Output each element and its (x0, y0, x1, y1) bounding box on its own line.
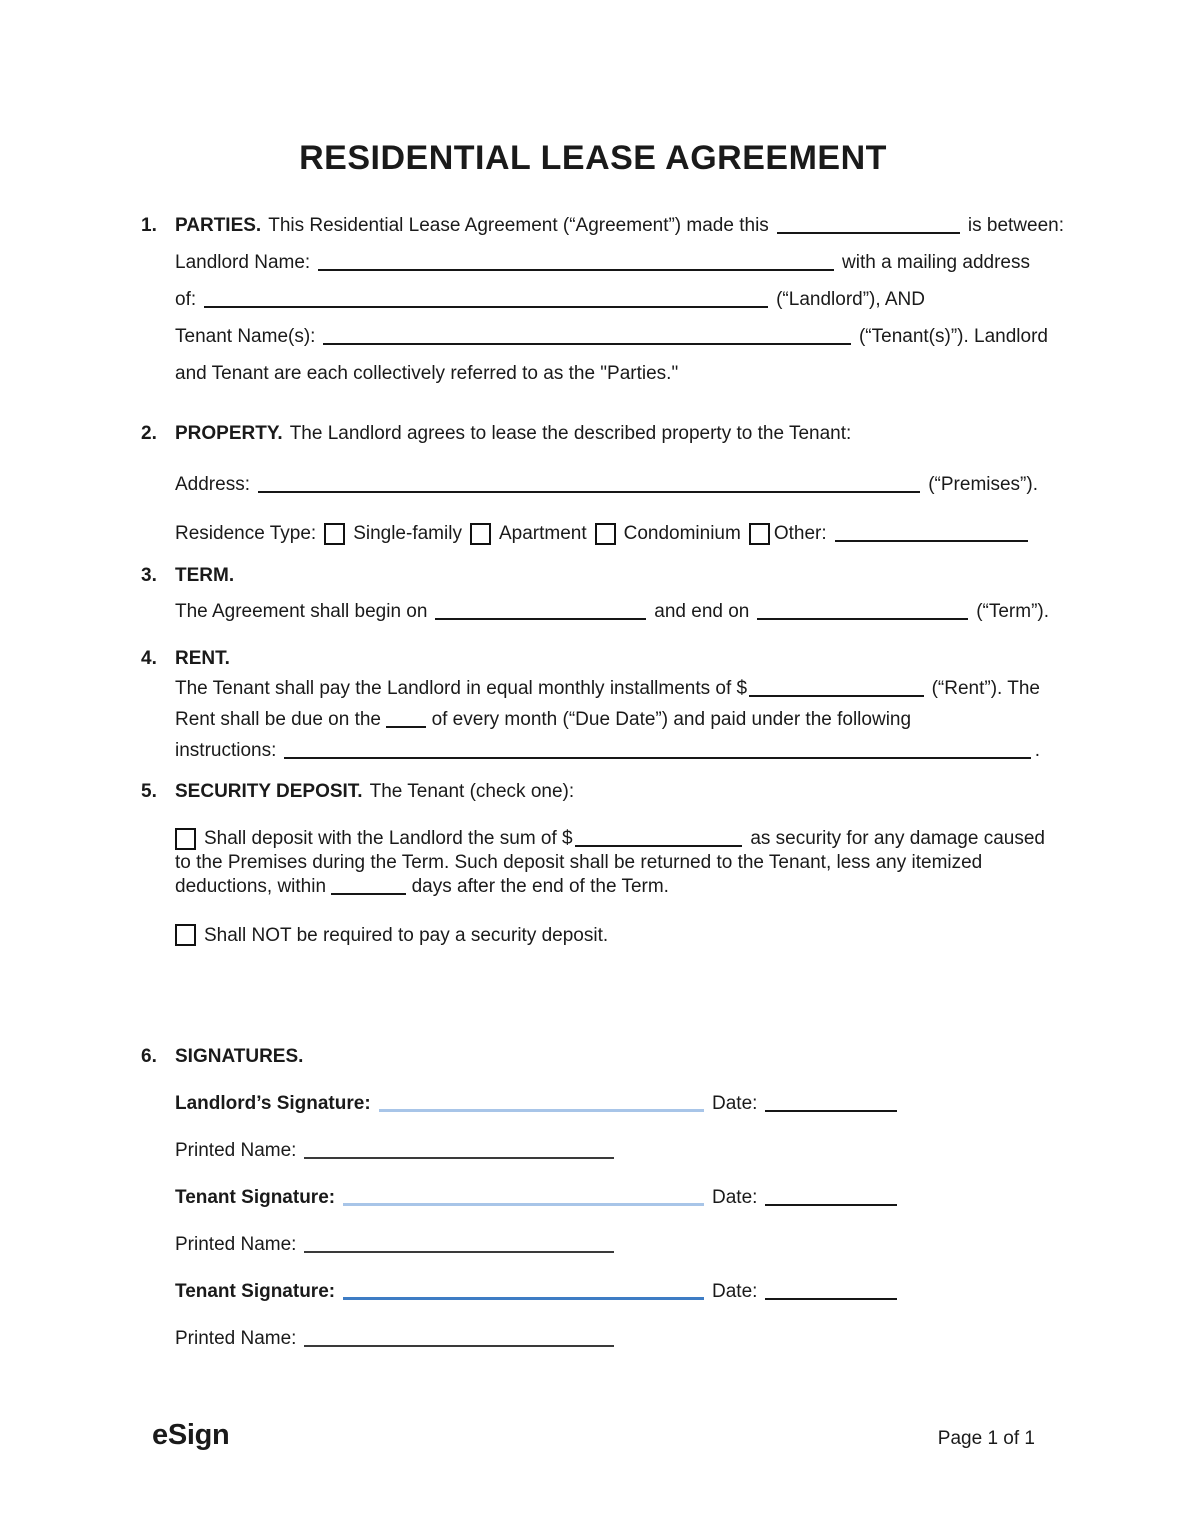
term-begin-text: The Agreement shall begin on (175, 601, 428, 622)
landlord-name-label: Landlord Name: (175, 252, 311, 273)
tenant1-printed-name-row (175, 1233, 1076, 1257)
tenant1-signature-row (175, 1186, 1076, 1210)
residence-type-label: Residence Type: (175, 523, 317, 544)
other-residence-blank[interactable] (835, 540, 1028, 542)
section-number: 2. (141, 423, 157, 444)
rent-due-day-blank[interactable] (386, 726, 426, 728)
date-label: Date: (712, 1187, 758, 1208)
property-heading-line (175, 422, 1076, 446)
property-address-line (175, 473, 1038, 497)
parties-closing-line: and Tenant are each collectively referred to as the "Parties." (175, 363, 679, 384)
checkbox-single-family[interactable] (324, 523, 345, 545)
section-heading: RENT. (175, 648, 230, 669)
address-label: Address: (175, 474, 250, 495)
landlord-signature-date-line[interactable] (765, 1110, 897, 1112)
landlord-name-tail: with a mailing address (842, 252, 1030, 273)
tenant1-signature-label: Tenant Signature: (175, 1187, 336, 1208)
tenant1-printed-name-line[interactable] (304, 1251, 614, 1253)
landlord-name-line (175, 251, 1030, 275)
option-single-family-label: Single-family (353, 523, 462, 544)
deposit-option-paragraph (175, 827, 1076, 899)
rent-line2-tail: of every month (“Due Date”) and paid under the following (431, 709, 912, 730)
section-term (141, 564, 1076, 624)
parties-intro-line (175, 214, 1064, 238)
printed-name-label: Printed Name: (175, 1234, 297, 1255)
tenant2-signature-date-line[interactable] (765, 1298, 897, 1300)
checkbox-no-deposit-required[interactable] (175, 924, 196, 946)
checkbox-condominium[interactable] (595, 523, 616, 545)
option-other-label: Other: (773, 523, 827, 544)
rent-line-3 (175, 739, 1040, 763)
printed-name-label: Printed Name: (175, 1140, 297, 1161)
section-number: 6. (141, 1046, 157, 1067)
rent-paragraph (175, 677, 1076, 763)
tenant-name-line (175, 325, 1048, 349)
term-and-text: and end on (654, 601, 750, 622)
term-end-date-blank[interactable] (757, 618, 968, 620)
term-dates-line (175, 600, 1049, 624)
tenant2-signature-cell (175, 1280, 704, 1304)
rent-line-1 (175, 677, 1040, 701)
deposit-line1-tail: as security for any damage caused (750, 828, 1045, 849)
checkbox-apartment[interactable] (470, 523, 491, 545)
rent-line3-period: . (1034, 740, 1040, 761)
deposit-line3-tail: days after the end of the Term. (411, 876, 669, 897)
parties-intro-text: This Residential Lease Agreement (“Agreement”) made this (268, 215, 769, 236)
residence-type-line (175, 522, 1028, 546)
landlord-name-blank[interactable] (318, 269, 834, 271)
document-title: RESIDENTIAL LEASE AGREEMENT (299, 139, 887, 177)
section-signatures (141, 1045, 1076, 1351)
agreement-date-blank[interactable] (777, 232, 960, 234)
esign-logo: eSign (152, 1419, 230, 1451)
section-heading: PARTIES. (175, 215, 262, 236)
no-deposit-option-line (175, 924, 1076, 948)
checkbox-deposit-required[interactable] (175, 828, 196, 850)
deposit-return-days-blank[interactable] (331, 893, 406, 895)
checkbox-other[interactable] (749, 523, 770, 545)
deposit-amount-blank[interactable] (575, 845, 743, 847)
no-deposit-text: Shall NOT be required to pay a security deposit. (204, 925, 609, 946)
landlord-printed-name-line[interactable] (304, 1157, 614, 1159)
landlord-address-blank[interactable] (204, 306, 768, 308)
landlord-address-line (175, 288, 925, 312)
deposit-days-text: deductions, within (175, 876, 327, 897)
address-tail: (“Premises”). (928, 474, 1038, 495)
document-body (0, 214, 1186, 1351)
tenant2-signature-row (175, 1280, 1076, 1304)
section-security-deposit (141, 780, 1076, 948)
printed-name-label: Printed Name: (175, 1328, 297, 1349)
landlord-printed-name-row (175, 1139, 1076, 1163)
rent-due-text: Rent shall be due on the (175, 709, 381, 730)
landlord-signature-cell (175, 1092, 704, 1116)
section-heading: TERM. (175, 565, 235, 586)
tenant-name-tail: (“Tenant(s)”). Landlord (858, 326, 1048, 347)
rent-amount-text: The Tenant shall pay the Landlord in equal monthly installments of $ (175, 678, 748, 699)
section-property (141, 422, 1076, 546)
tenant-name-label: Tenant Name(s): (175, 326, 316, 347)
security-heading-line (175, 780, 1076, 804)
security-intro-text: The Tenant (check one): (369, 781, 575, 802)
landlord-signature-label: Landlord’s Signature: (175, 1093, 371, 1114)
landlord-address-tail: (“Landlord”), AND (776, 289, 925, 310)
term-start-date-blank[interactable] (435, 618, 646, 620)
section-heading: SECURITY DEPOSIT. (175, 781, 363, 802)
deposit-option-line-2: to the Premises during the Term. Such deposit shall be returned to the Tenant, less any itemized (175, 852, 983, 873)
mailing-address-label: of: (175, 289, 197, 310)
signatures-heading-line (175, 1045, 1076, 1069)
section-number: 3. (141, 565, 157, 586)
rent-amount-blank[interactable] (749, 695, 923, 697)
section-number: 1. (141, 215, 157, 236)
payment-instructions-blank[interactable] (284, 757, 1030, 759)
tenant2-printed-name-row (175, 1327, 1076, 1351)
term-tail-text: (“Term”). (976, 601, 1050, 622)
date-label: Date: (712, 1093, 758, 1114)
section-parties (141, 214, 1076, 386)
page-number-label: Page 1 of 1 (937, 1428, 1035, 1449)
rent-line-2 (175, 708, 1076, 732)
section-rent (141, 647, 1076, 763)
option-condominium-label: Condominium (623, 523, 741, 544)
deposit-option-line-3 (175, 875, 1076, 899)
term-heading-line (175, 564, 1076, 588)
section-number: 4. (141, 648, 157, 669)
page-footer (152, 1419, 1035, 1452)
deposit-option-line-1 (175, 827, 1045, 851)
rent-heading-line (175, 647, 1076, 671)
payment-instructions-label: instructions: (175, 740, 277, 761)
section-heading: SIGNATURES. (175, 1046, 304, 1067)
tenant2-signature-line[interactable] (343, 1297, 704, 1300)
option-apartment-label: Apartment (498, 523, 587, 544)
tenant2-signature-label: Tenant Signature: (175, 1281, 336, 1302)
tenant1-signature-cell (175, 1186, 704, 1210)
parties-intro-tail: is between: (967, 215, 1064, 236)
landlord-signature-line[interactable] (379, 1109, 704, 1112)
rent-line1-tail: (“Rent”). The (931, 678, 1040, 699)
tenant1-signature-line[interactable] (343, 1203, 704, 1206)
landlord-signature-row (175, 1092, 1076, 1116)
deposit-text-pre: Shall deposit with the Landlord the sum of $ (204, 828, 573, 849)
date-label: Date: (712, 1281, 758, 1302)
signature-rows (175, 1092, 1076, 1351)
section-number: 5. (141, 781, 157, 802)
tenant2-printed-name-line[interactable] (304, 1345, 614, 1347)
tenant1-signature-date-line[interactable] (765, 1204, 897, 1206)
tenant-names-blank[interactable] (323, 343, 851, 345)
premises-address-blank[interactable] (258, 491, 920, 493)
section-heading: PROPERTY. (175, 423, 283, 444)
property-intro-text: The Landlord agrees to lease the described property to the Tenant: (289, 423, 852, 444)
